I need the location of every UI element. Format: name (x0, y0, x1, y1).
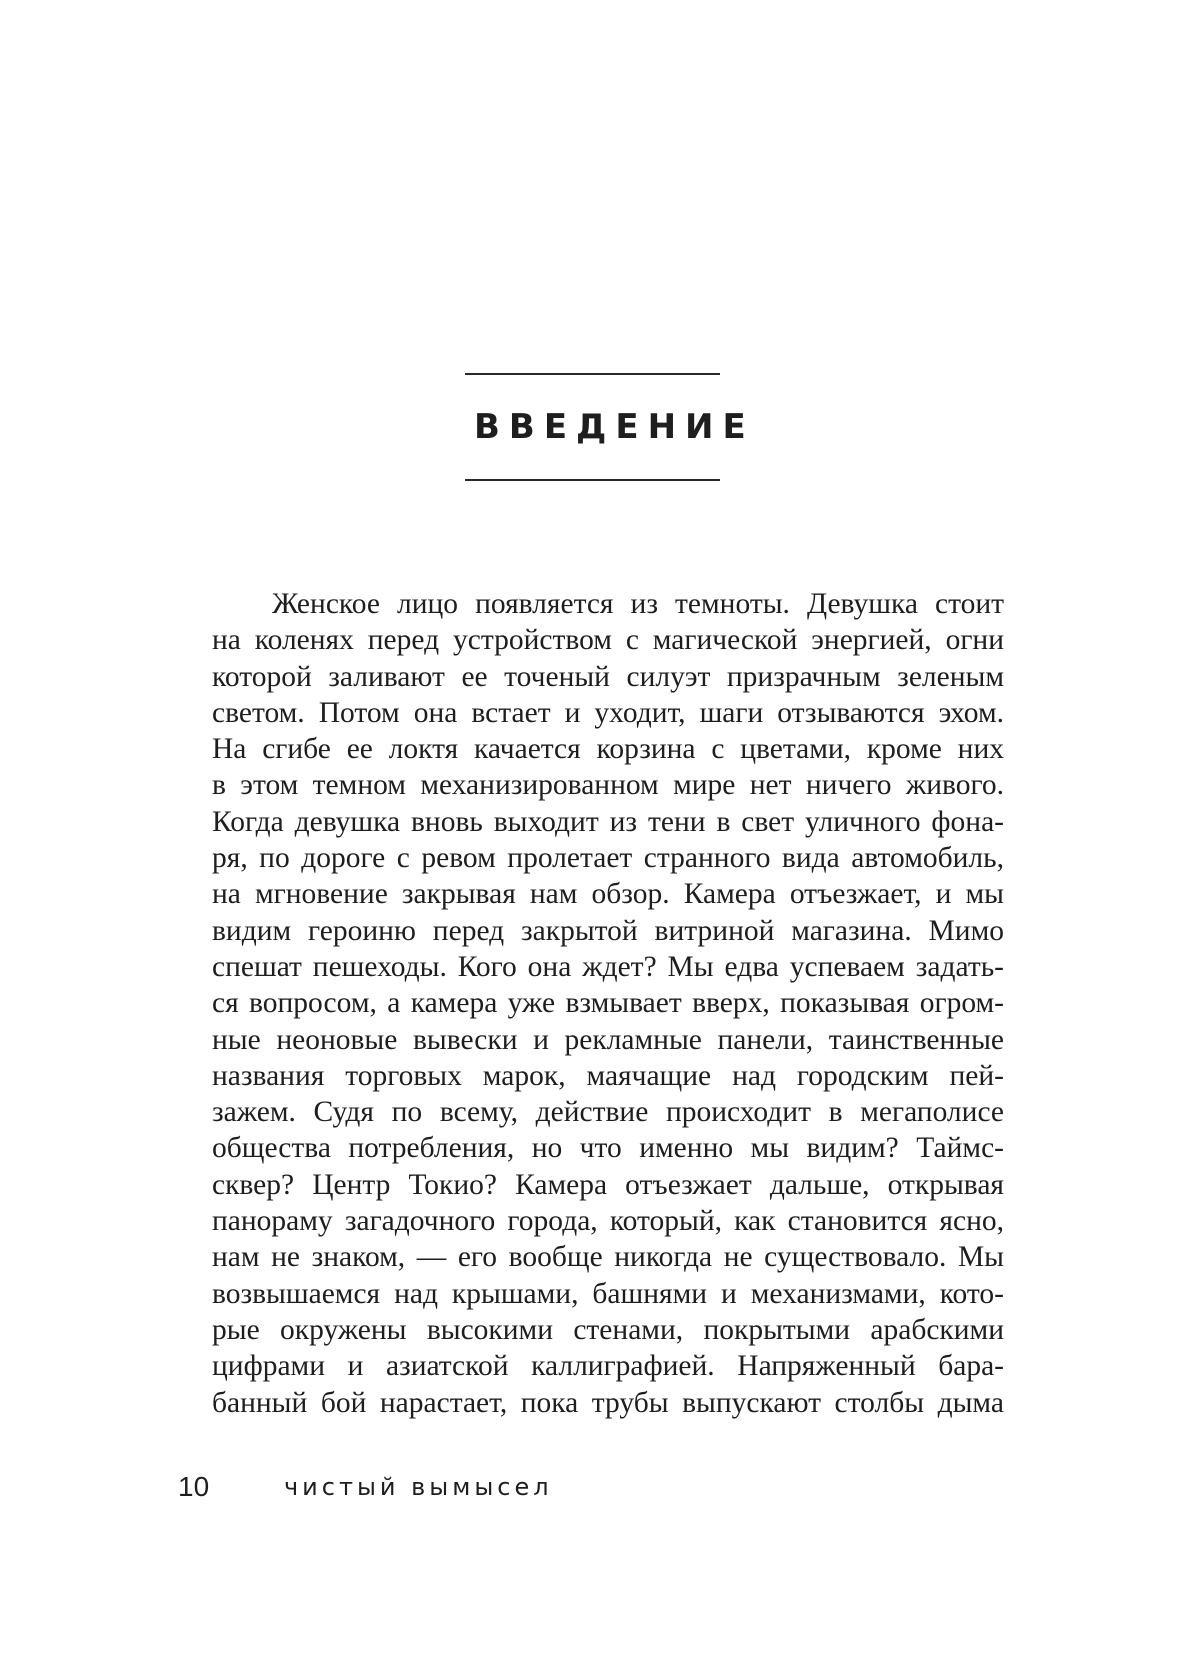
page-number: 10 (178, 1471, 210, 1502)
text-line: названия торговых марок, маячащие над городским пей- (212, 1059, 1004, 1092)
text-line: На сгибе ее локтя качается корзина с цветами, кроме них (212, 733, 1004, 766)
text-line: ря, по дороге с ревом пролетает странного вида автомобиль, (212, 842, 1004, 875)
text-line: ся вопросом, а камера уже взмывает вверх, показывая огром- (212, 987, 1004, 1020)
title-rule-bottom (465, 479, 720, 481)
text-line: Женское лицо появляется из темноты. Девушка стоит (272, 588, 1004, 620)
text-line: которой заливают ее точеный силуэт призрачным зеленым (212, 660, 1004, 693)
text-line: ные неоновые вывески и рекламные панели, таинственные (212, 1023, 1004, 1056)
chapter-title: ВВЕДЕНИЕ (474, 407, 755, 447)
text-line: в этом темном механизированном мире нет ничего живого. (212, 769, 1004, 802)
text-line: панораму загадочного города, который, как становится ясно, (212, 1205, 1004, 1238)
text-line: сквер? Центр Токио? Камера отъезжает дальше, открывая (212, 1168, 1004, 1201)
text-line: рые окружены высокими стенами, покрытыми арабскими (212, 1313, 1004, 1346)
text-line: цифрами и азиатской каллиграфией. Напряженный бара- (212, 1350, 1004, 1383)
text-line: зажем. Судя по всему, действие происходит в мегаполисе (212, 1096, 1004, 1129)
text-line: Когда девушка вновь выходит из тени в свет уличного фона- (212, 805, 1004, 838)
text-line: нам не знаком, — его вообще никогда не существовало. Мы (212, 1241, 1004, 1274)
text-line: светом. Потом она встает и уходит, шаги отзываются эхом. (212, 696, 1004, 729)
text-line: на коленях перед устройством с магической энергией, огни (212, 624, 1004, 657)
title-rule-top (465, 373, 720, 375)
text-line: на мгновение закрывая нам обзор. Камера отъезжает, и мы (212, 878, 1004, 911)
text-line: видим героиню перед закрытой витриной магазина. Мимо (212, 914, 1004, 947)
text-line: общества потребления, но что именно мы видим? Таймс- (212, 1132, 1004, 1165)
body-paragraph (212, 586, 1004, 1421)
running-footer-title: чистый вымысел (284, 1473, 553, 1501)
text-line: банный бой нарастает, пока трубы выпускают столбы дыма (212, 1386, 1004, 1419)
text-line: спешат пешеходы. Кого она ждет? Мы едва успеваем задать- (212, 950, 1004, 983)
text-line: возвышаемся над крышами, башнями и механизмами, кото- (212, 1277, 1004, 1310)
